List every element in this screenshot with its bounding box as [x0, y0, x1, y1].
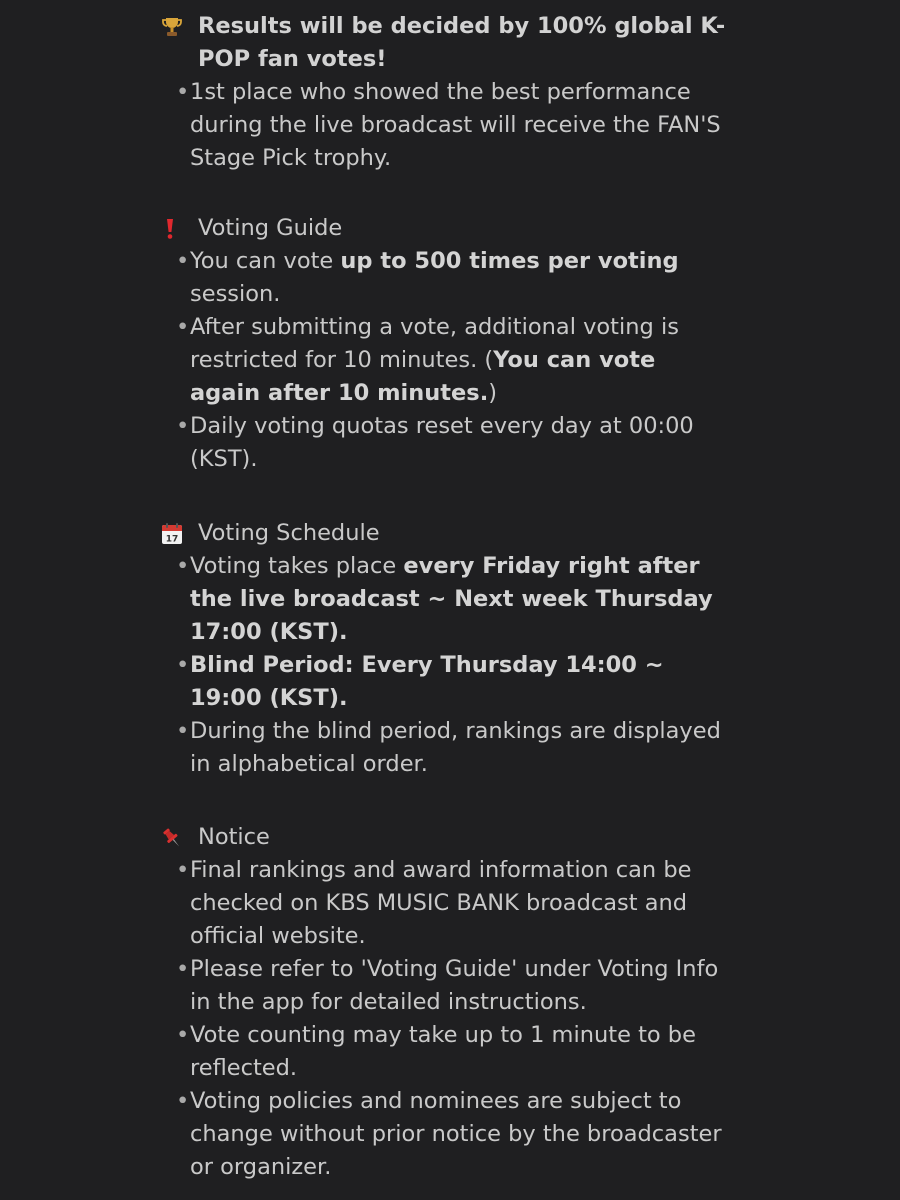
- list-item-text-pre: You can vote: [190, 248, 341, 274]
- list-item: [160, 953, 730, 1019]
- calendar-icon: [160, 517, 198, 550]
- list-item-text-bold: up to 500 times per voting: [340, 248, 679, 274]
- voting-schedule-heading-text: Voting Schedule: [198, 520, 380, 546]
- list-item-text-post: session.: [190, 281, 281, 307]
- bullet: •: [176, 1088, 190, 1114]
- list-item: [160, 76, 730, 175]
- list-item-text-post: ): [488, 380, 498, 406]
- voting-schedule-list: [160, 550, 730, 781]
- bullet: •: [176, 553, 190, 579]
- list-item: [160, 854, 730, 953]
- results-heading-text: Results will be decided by 100% global K-POP fan votes!: [198, 13, 726, 72]
- voting-schedule-heading: [160, 517, 730, 550]
- list-item-text: Final rankings and award information can be checked on KBS MUSIC BANK broadcast and official website.: [190, 857, 692, 949]
- list-item-text: Vote counting may take up to 1 minute to be reflected.: [190, 1022, 696, 1081]
- bullet: •: [176, 718, 190, 744]
- list-item: [160, 1085, 730, 1184]
- list-item: [160, 311, 730, 410]
- bullet: •: [176, 1022, 190, 1048]
- list-item: [160, 1019, 730, 1085]
- calendar-day-text: 17: [165, 534, 179, 544]
- list-item: [160, 649, 730, 715]
- list-item-text: Voting policies and nominees are subject to change without prior notice by the broadcaster or organizer.: [190, 1088, 722, 1180]
- trophy-icon: [160, 10, 198, 43]
- bullet: •: [176, 314, 190, 340]
- bullet: •: [176, 79, 190, 105]
- notice-heading: [160, 821, 730, 854]
- results-list: [160, 76, 730, 175]
- voting-guide-list: [160, 245, 730, 476]
- list-item: [160, 715, 730, 781]
- pushpin-icon: [160, 821, 198, 854]
- list-item: [160, 245, 730, 311]
- results-section: [160, 10, 730, 175]
- list-item-text: During the blind period, rankings are displayed in alphabetical order.: [190, 718, 721, 777]
- list-item: [160, 410, 730, 476]
- exclamation-icon: [160, 212, 198, 245]
- list-item: [160, 550, 730, 649]
- results-heading: [160, 10, 730, 76]
- bullet: •: [176, 413, 190, 439]
- list-item-text-bold: You can vote again after 10 minutes.: [190, 347, 656, 406]
- bullet: •: [176, 248, 190, 274]
- list-item-text: 1st place who showed the best performance during the live broadcast will receive the FAN'S Stage Pick trophy.: [190, 79, 721, 171]
- list-item-text-pre: After submitting a vote, additional voting is restricted for 10 minutes. (: [190, 314, 679, 373]
- bullet: •: [176, 956, 190, 982]
- list-item-text-bold: every Friday right after the live broadcast ~ Next week Thursday 17:00 (KST).: [190, 553, 713, 645]
- list-item-text: Daily voting quotas reset every day at 00:00 (KST).: [190, 413, 694, 472]
- list-item-text: Please refer to 'Voting Guide' under Voting Info in the app for detailed instructions.: [190, 956, 719, 1015]
- bullet: •: [176, 857, 190, 883]
- voting-guide-heading: [160, 212, 730, 245]
- list-item-text-pre: Voting takes place: [190, 553, 404, 579]
- voting-guide-heading-text: Voting Guide: [198, 215, 343, 241]
- voting-schedule-section: [160, 517, 730, 781]
- voting-guide-section: [160, 212, 730, 476]
- bullet: •: [176, 652, 190, 678]
- notice-section: [160, 821, 730, 1184]
- notice-heading-text: Notice: [198, 824, 270, 850]
- notice-list: [160, 854, 730, 1184]
- list-item-text-bold: Blind Period: Every Thursday 14:00 ~ 19:00 (KST).: [190, 652, 664, 711]
